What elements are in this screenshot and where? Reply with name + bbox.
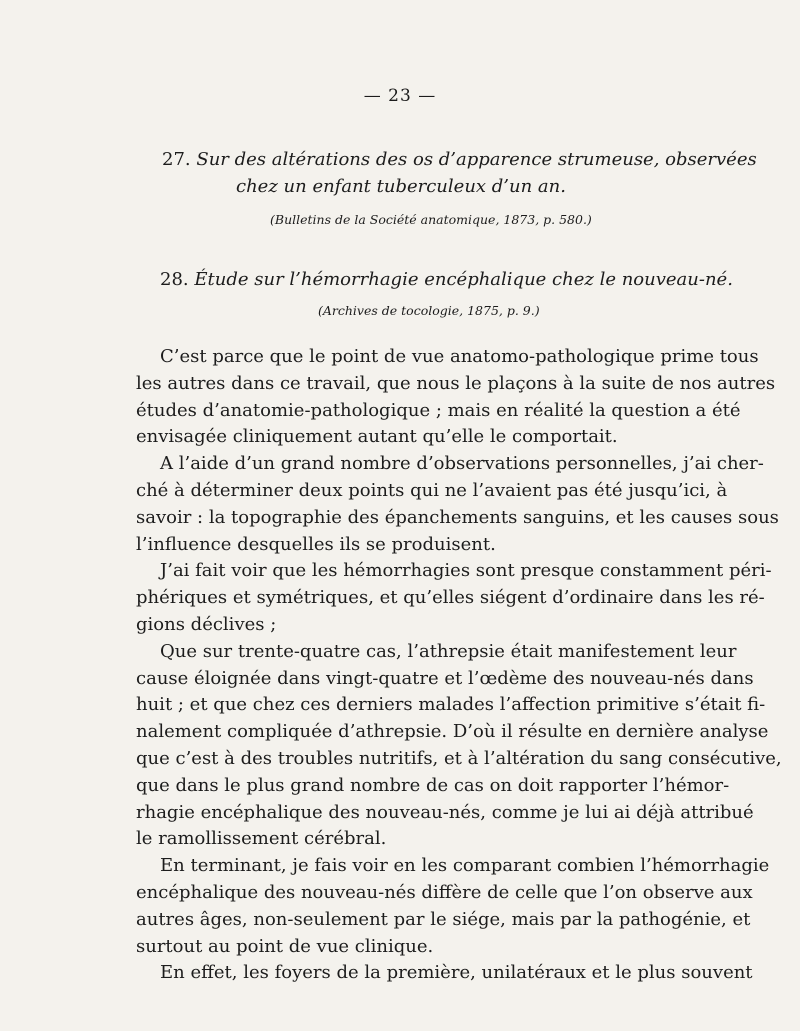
bibliography-entry-27 bbox=[162, 146, 757, 200]
text-line: J’ai fait voir que les hémorrhagies sont presque constamment péri- bbox=[160, 560, 772, 582]
text-line: En effet, les foyers de la première, unilatéraux et le plus souvent bbox=[160, 962, 753, 984]
text-line: l’influence desquelles ils se produisent. bbox=[136, 533, 496, 555]
entry-source-28: (Archives de tocologie, 1875, p. 9.) bbox=[318, 303, 540, 318]
text-line: ché à déterminer deux points qui ne l’avaient pas été jusqu’ici, à bbox=[136, 479, 728, 501]
text-line: nalement compliquée d’athrepsie. D’où il résulte en dernière analyse bbox=[136, 721, 769, 743]
text-line: C’est parce que le point de vue anatomo-pathologique prime tous bbox=[160, 346, 759, 367]
text-line: cause éloignée dans vingt-quatre et l’œdème des nouveau-nés dans bbox=[136, 667, 754, 689]
text-line: encéphalique des nouveau-nés diffère de celle que l’on observe aux bbox=[136, 881, 753, 903]
entry-number: 27. bbox=[162, 149, 191, 170]
text-line: envisagée cliniquement autant qu’elle le comportait. bbox=[136, 426, 618, 448]
text-line: études d’anatomie-pathologique ; mais en réalité la question a été bbox=[136, 399, 741, 421]
text-line: surtout au point de vue clinique. bbox=[136, 935, 434, 957]
entry-title-line-1: Étude sur l’hémorrhagie encéphalique chez le nouveau-né. bbox=[194, 269, 733, 290]
text-line: les autres dans ce travail, que nous le plaçons à la suite de nos autres bbox=[136, 372, 776, 394]
text-line: A l’aide d’un grand nombre d’observations personnelles, j’ai cher- bbox=[160, 453, 764, 475]
text-line: que c’est à des troubles nutritifs, et à l’altération du sang consécutive, bbox=[136, 747, 782, 769]
entry-title-line-2: chez un enfant tuberculeux d’un an. bbox=[236, 176, 566, 197]
text-line: savoir : la topographie des épanchements sanguins, et les causes sous bbox=[136, 506, 779, 528]
text-line: gions déclives ; bbox=[136, 613, 277, 635]
page-number: — 23 — bbox=[363, 86, 437, 106]
text-line: En terminant, je fais voir en les comparant combien l’hémorrhagie bbox=[160, 855, 770, 877]
entry-source-27: (Bulletins de la Société anatomique, 1873, p. 580.) bbox=[270, 212, 592, 227]
body-text bbox=[136, 344, 782, 987]
text-line: huit ; et que chez ces derniers malades l’affection primitive s’était fi- bbox=[136, 694, 766, 716]
text-line: que dans le plus grand nombre de cas on doit rapporter l’hémor- bbox=[136, 774, 730, 796]
bibliography-entry-28 bbox=[160, 266, 733, 293]
text-line: le ramollissement cérébral. bbox=[136, 828, 387, 850]
text-line: autres âges, non-seulement par le siége, mais par la pathogénie, et bbox=[136, 908, 751, 930]
entry-number: 28. bbox=[160, 269, 189, 290]
text-line: phériques et symétriques, et qu’elles siégent d’ordinaire dans les ré- bbox=[136, 587, 765, 609]
text-line: Que sur trente-quatre cas, l’athrepsie était manifestement leur bbox=[160, 640, 737, 662]
text-line: rhagie encéphalique des nouveau-nés, comme je lui ai déjà attribué bbox=[136, 801, 754, 823]
entry-title-line-1: Sur des altérations des os d’apparence strumeuse, observées bbox=[196, 149, 757, 170]
